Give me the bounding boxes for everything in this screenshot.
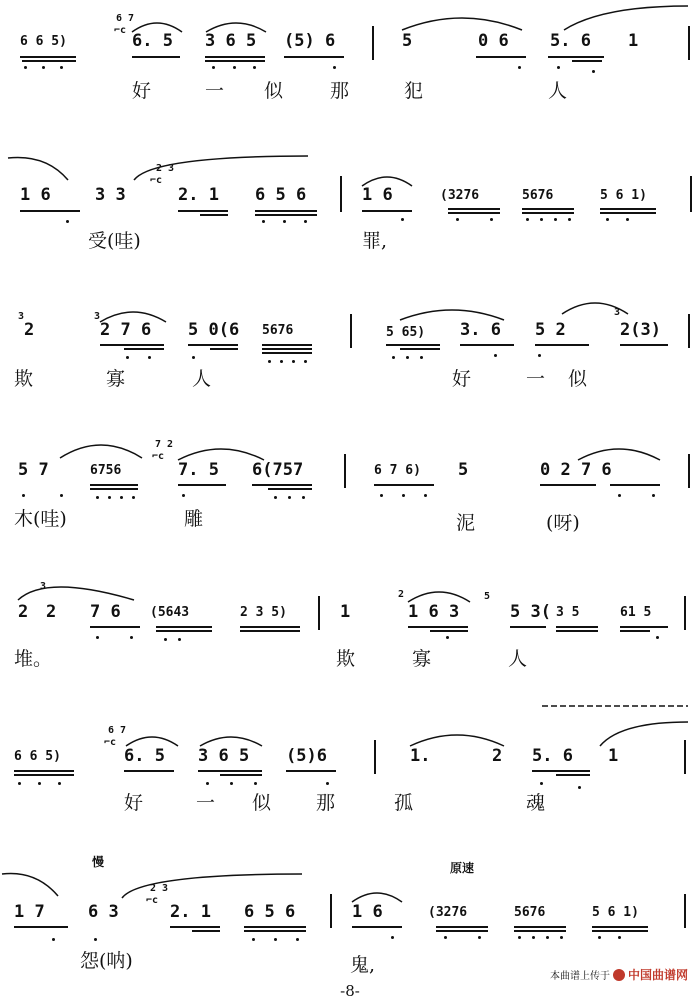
barline	[318, 596, 320, 630]
note-group: 1	[628, 31, 639, 51]
lyric: 犯	[404, 80, 424, 102]
system-4	[0, 410, 700, 540]
lyric: 罪,	[362, 230, 388, 252]
lyric: 雕	[184, 508, 204, 530]
note-group: (5)6	[286, 746, 327, 766]
lyric: 人	[508, 648, 528, 670]
note-group: 2 7 6	[100, 320, 152, 340]
barline	[340, 176, 342, 212]
barline	[372, 26, 374, 60]
note-group: 5 0(6	[188, 320, 240, 340]
note-group: 7 6	[90, 602, 121, 622]
note-group: 6 5 6	[255, 185, 307, 205]
upload-note	[550, 966, 688, 983]
lyric: (呀)	[546, 512, 580, 534]
note-group: 6(757	[252, 460, 304, 480]
note-group: 5. 6	[532, 746, 573, 766]
lyric: 好	[132, 80, 152, 102]
note-group: 6 3	[88, 902, 119, 922]
grace-note: ⌐c	[146, 895, 159, 906]
upload-note-text: 本曲谱上传于	[549, 971, 610, 982]
note-group: 2. 1	[170, 902, 211, 922]
lyric: 泥	[456, 512, 476, 534]
note-group: 3 3	[95, 185, 126, 205]
grace-note: ⌐c	[150, 175, 163, 186]
page-number: -8-	[340, 982, 360, 1000]
note-group: 1	[340, 602, 351, 622]
note-group: 5	[402, 31, 413, 51]
grace-note: 7 2	[155, 439, 174, 450]
grace-note: 6 7	[116, 13, 135, 24]
grace-note: 2 3	[150, 883, 169, 894]
note-group: 1 6	[352, 902, 383, 922]
grace-note: ⌐c	[152, 451, 165, 462]
tempo-mark-slow: 慢	[92, 855, 105, 869]
lyric: 人	[548, 80, 568, 102]
tempo-mark-original: 原速	[450, 861, 475, 875]
grace-note: 2	[398, 589, 405, 600]
lyric: 好	[452, 368, 472, 390]
note-group: 1 6 3	[408, 602, 460, 622]
lyric: 似	[264, 80, 284, 102]
grace-note: 3	[40, 581, 47, 592]
barline	[688, 26, 690, 60]
note-group: (5) 6	[284, 31, 336, 51]
lyric: 受(哇)	[88, 230, 141, 252]
note-group: 6. 5	[124, 746, 165, 766]
lyric: 似	[568, 368, 588, 390]
grace-note: 3	[614, 307, 621, 318]
barline	[374, 740, 376, 774]
grace-note: 3	[18, 311, 25, 322]
barline	[688, 314, 690, 348]
system-6	[0, 694, 700, 824]
note-group: 1	[608, 746, 619, 766]
note-group: 2(3)	[620, 320, 661, 340]
grace-note: 3	[94, 311, 101, 322]
note-group: 5. 6	[550, 31, 591, 51]
note-group: 5 7	[18, 460, 49, 480]
note-group: 6. 5	[132, 31, 173, 51]
note-group: 2. 1	[178, 185, 219, 205]
grace-note: ⌐c	[114, 25, 127, 36]
note-group: 2	[492, 746, 503, 766]
barline	[684, 740, 686, 774]
grace-note: 5	[484, 591, 491, 602]
barline	[684, 596, 686, 630]
note-group: 5 6 1)	[592, 905, 639, 920]
note-group: 1 6	[362, 185, 393, 205]
system-5	[0, 552, 700, 682]
note-group: 3 6 5	[205, 31, 257, 51]
lyric: 怨(呐)	[80, 950, 133, 972]
lyric: 堆。	[14, 648, 53, 670]
barline	[690, 176, 692, 212]
note-group: 3 5	[556, 605, 580, 620]
note-group: 6 6 5)	[20, 34, 67, 49]
system-1	[0, 0, 700, 130]
note-group: 2	[24, 320, 35, 340]
barline	[330, 894, 332, 928]
lyric: 木(哇)	[14, 508, 67, 530]
note-group: 1 6	[20, 185, 51, 205]
note-group: 2 3 5)	[240, 605, 287, 620]
note-group: 5676	[522, 188, 554, 203]
site-logo-icon	[613, 969, 625, 981]
note-group: 6 6 5)	[14, 749, 61, 764]
note-group: 2	[18, 602, 29, 622]
lyric: 似	[252, 792, 272, 814]
note-group: 6 7 6)	[374, 463, 421, 478]
note-group: 5 3(	[510, 602, 551, 622]
note-group: 6756	[90, 463, 122, 478]
note-group: 1 7	[14, 902, 45, 922]
note-group: (5643	[150, 605, 190, 620]
lyric: 魂	[526, 792, 546, 814]
lyric: 一	[205, 80, 225, 102]
system-2	[0, 132, 700, 262]
grace-note: ⌐c	[104, 737, 117, 748]
note-group: 3. 6	[460, 320, 501, 340]
lyric: 欺	[336, 648, 356, 670]
note-group: 0 2 7 6	[540, 460, 612, 480]
note-group: 5 65)	[386, 325, 426, 340]
note-group: 5676	[262, 323, 294, 338]
note-group: (3276	[440, 188, 480, 203]
note-group: 5 6 1)	[600, 188, 647, 203]
note-group: 5	[458, 460, 469, 480]
grace-note: 2 3	[156, 163, 175, 174]
lyric: 好	[124, 792, 144, 814]
note-group: 3 6 5	[198, 746, 250, 766]
lyric: 那	[316, 792, 336, 814]
note-group: 5676	[514, 905, 546, 920]
lyric: 寡	[412, 648, 432, 670]
note-group: 61 5	[620, 605, 652, 620]
lyric: 一	[526, 368, 546, 390]
lyric: 欺	[14, 368, 34, 390]
note-group: 0 6	[478, 31, 509, 51]
note-group: 2	[46, 602, 57, 622]
barline	[350, 314, 352, 348]
lyric: 人	[192, 368, 212, 390]
grace-note: 6 7	[108, 725, 127, 736]
note-group: (3276	[428, 905, 468, 920]
note-group: 1.	[410, 746, 431, 766]
lyric: 孤	[394, 792, 414, 814]
note-group: 5 2	[535, 320, 566, 340]
barline	[688, 454, 690, 488]
barline	[344, 454, 346, 488]
lyric: 寡	[106, 368, 126, 390]
note-group: 6 5 6	[244, 902, 296, 922]
system-3	[0, 270, 700, 400]
note-group: 7. 5	[178, 460, 219, 480]
lyric: 鬼,	[350, 954, 376, 976]
lyric: 一	[196, 792, 216, 814]
lyric: 那	[330, 80, 350, 102]
barline	[684, 894, 686, 928]
site-logo[interactable]: 中国曲谱网	[627, 968, 688, 982]
